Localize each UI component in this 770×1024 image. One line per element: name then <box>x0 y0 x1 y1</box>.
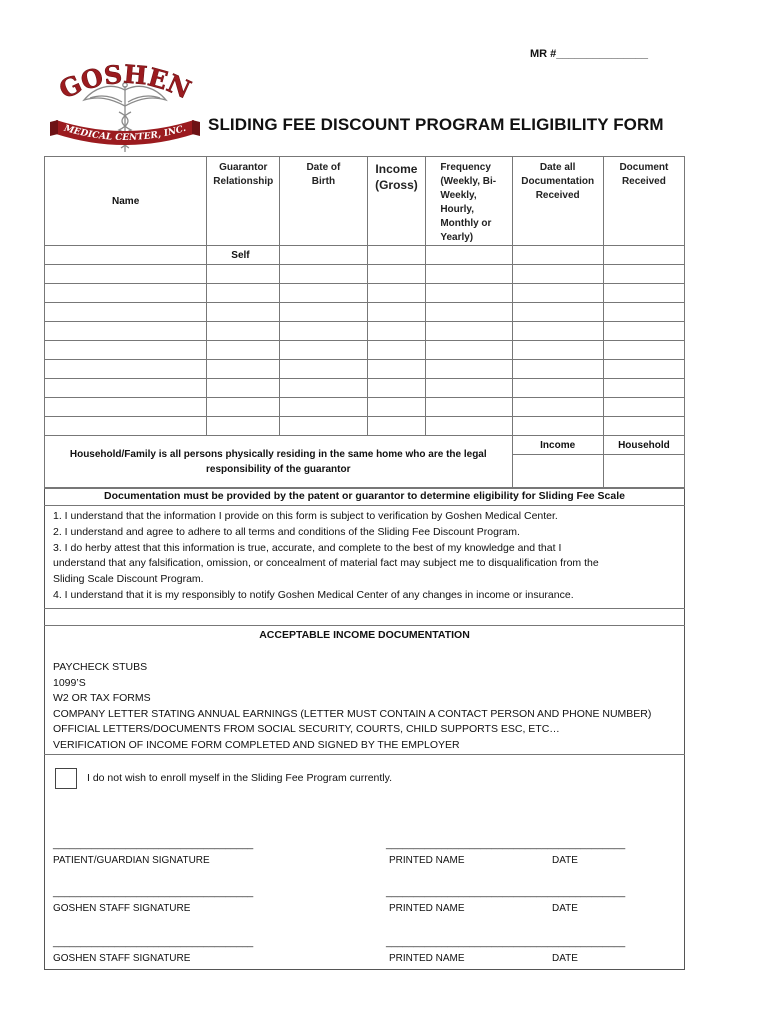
table-row[interactable] <box>45 322 685 341</box>
household-note: Household/Family is all persons physically residing in the same home who are the legal responsibility of the guarantor <box>45 436 513 489</box>
logo-name: GOSHEN <box>54 62 196 105</box>
printed-name-date-line[interactable]: ___________________________________________ <box>386 839 626 850</box>
divider <box>44 625 685 626</box>
col-header-name: Name <box>45 157 207 246</box>
table-row[interactable] <box>45 379 685 398</box>
term-line: 1. I understand that the information I provide on this form is subject to verification by Goshen Medical Center. <box>53 510 558 522</box>
acceptable-list <box>53 660 651 754</box>
term-line: 3. I do herby attest that this information is true, accurate, and complete to the best of my knowledge and that I <box>53 541 562 554</box>
table-row[interactable] <box>45 246 685 265</box>
table-row[interactable] <box>45 284 685 303</box>
col-header-frequency: Frequency (Weekly, Bi- Weekly, Hourly, Monthly or Yearly) <box>426 157 512 246</box>
acceptable-heading: ACCEPTABLE INCOME DOCUMENTATION <box>259 629 470 641</box>
documentation-heading: Documentation must be provided by the patent or guarantor to determine eligibility for Sliding Fee Scale <box>44 487 685 506</box>
opt-out-checkbox[interactable] <box>55 768 77 789</box>
list-item: W2 OR TAX FORMS <box>53 692 151 705</box>
term-line: 2. I understand and agree to adhere to all terms and conditions of the Sliding Fee Discount Program. <box>53 525 520 538</box>
list-item: COMPANY LETTER STATING ANNUAL EARNINGS (LETTER MUST CONTAIN A CONTACT PERSON AND PHONE NUMBER) <box>53 707 652 720</box>
table-row[interactable] <box>45 417 685 436</box>
col-header-doc-received: Document Received <box>603 157 684 246</box>
table-row[interactable] <box>45 303 685 322</box>
list-item: OFFICIAL LETTERS/DOCUMENTS FROM SOCIAL SECURITY, COURTS, CHILD SUPPORTS ESC, ETC… <box>53 723 560 736</box>
table-row[interactable] <box>45 360 685 379</box>
form-title: SLIDING FEE DISCOUNT PROGRAM ELIGIBILITY FORM <box>208 115 664 134</box>
goshen-logo <box>50 62 200 154</box>
list-item: PAYCHECK STUBS <box>53 661 148 673</box>
household-label-row <box>45 436 685 455</box>
list-item: VERIFICATION OF INCOME FORM COMPLETED AND SIGNED BY THE EMPLOYER <box>53 738 460 751</box>
income-total-field[interactable] <box>512 455 603 489</box>
printed-name-label: PRINTED NAME <box>389 953 465 964</box>
date-label: DATE <box>552 855 578 866</box>
patient-signature-label: PATIENT/GUARDIAN SIGNATURE <box>53 855 210 866</box>
mr-number-field: MR #_______________ <box>530 48 649 60</box>
household-table <box>44 156 685 489</box>
staff-signature-line[interactable]: ____________________________________ <box>53 887 254 898</box>
term-line: 4. I understand that it is my responsibly to notify Goshen Medical Center of any changes in income or insurance. <box>53 588 574 601</box>
name-cell[interactable] <box>45 246 207 265</box>
table-header-row <box>45 157 685 246</box>
opt-out-label: I do not wish to enroll myself in the Sliding Fee Program currently. <box>87 772 393 784</box>
household-total-field[interactable] <box>603 455 684 489</box>
table-row[interactable] <box>45 341 685 360</box>
printed-name-date-line[interactable]: ___________________________________________ <box>386 887 626 898</box>
staff-signature-label: GOSHEN STAFF SIGNATURE <box>53 953 191 964</box>
term-line: understand that any falsification, omission, or concealment of material fact may subject me to disqualification from the <box>53 557 599 570</box>
divider <box>44 608 685 609</box>
col-header-date-docs: Date all Documentation Received <box>512 157 603 246</box>
logo-subtitle: MEDICAL CENTER, INC. <box>62 123 188 144</box>
term-line: Sliding Scale Discount Program. <box>53 573 204 586</box>
table-row[interactable] <box>45 265 685 284</box>
col-header-guarantor: Guarantor Relationship <box>207 157 280 246</box>
patient-signature-line[interactable]: ____________________________________ <box>53 839 254 850</box>
list-item: 1099’S <box>53 676 86 689</box>
staff-signature-line[interactable]: ____________________________________ <box>53 937 254 948</box>
income-total-label: Income <box>512 436 603 455</box>
date-label: DATE <box>552 903 578 914</box>
date-label: DATE <box>552 953 578 964</box>
staff-signature-label: GOSHEN STAFF SIGNATURE <box>53 903 191 914</box>
col-header-income: Income (Gross) <box>367 157 426 246</box>
household-total-label: Household <box>603 436 684 455</box>
table-row[interactable] <box>45 398 685 417</box>
printed-name-label: PRINTED NAME <box>389 855 465 866</box>
col-header-dob: Date of Birth <box>280 157 367 246</box>
printed-name-label: PRINTED NAME <box>389 903 465 914</box>
printed-name-date-line[interactable]: ___________________________________________ <box>386 937 626 948</box>
terms-list <box>53 509 678 604</box>
divider <box>44 754 685 755</box>
self-label: Self <box>207 246 280 265</box>
